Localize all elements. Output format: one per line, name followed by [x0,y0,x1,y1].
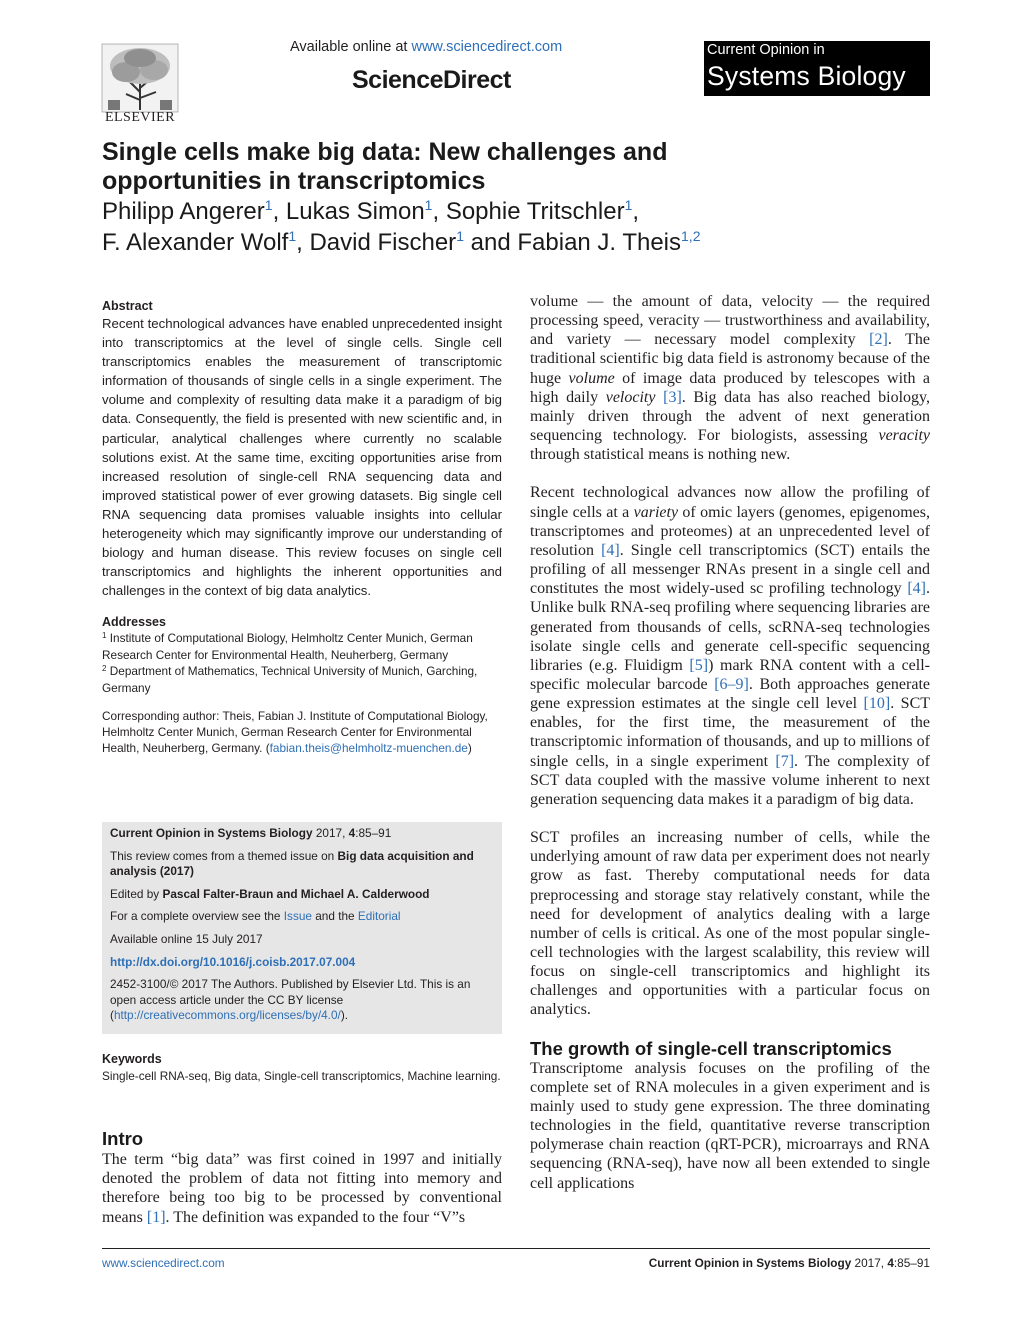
abstract-heading: Abstract [102,299,153,313]
footer-citation [649,1256,930,1270]
author-separator: , [632,198,640,225]
editors-prefix: Edited by [110,886,163,901]
body-text: . Both approaches generate gene expression estimates at the single cell level [530,675,930,713]
body-paragraph [530,483,930,809]
corresponding-author [102,708,502,756]
body-text: . The traditional scientific big data field is astronomy because of the huge [530,331,930,387]
footer-pages: :85–91 [893,1256,930,1270]
address-number: 2 [102,664,107,674]
ref-link[interactable]: [4] [907,580,926,598]
keywords-heading: Keywords [102,1052,162,1066]
emphasis-text: volume [568,369,615,387]
author-affiliation[interactable]: 1,2 [681,228,701,244]
sciencedirect-brand: ScienceDirect [352,66,511,94]
overview-mid: and the [311,909,358,924]
license-end: ). [340,1008,349,1023]
address-text: Department of Mathematics, Technical University of Munich, Garching, Germany [102,664,478,695]
body-text: volume — the amount of data, velocity — the required processing speed, veracity — trustworthiness and availability, and variety — necessary model complexity [530,293,930,349]
corresponding-end: ) [467,741,472,756]
citation-journal: Current Opinion in Systems Biology [110,826,313,840]
email-link[interactable]: fabian.theis@helmholtz-muenchen.de [269,741,468,756]
editorial-link[interactable]: Editorial [357,909,401,924]
author-affiliation[interactable]: 1 [288,228,297,244]
emphasis-text: variety [633,503,679,521]
citation-pages: :85–91 [355,826,392,840]
article-info-box [102,822,502,1034]
body-text: . Single cell transcriptomics (SCT) entails the profiling of all messenger RNAs present in a single cell and constitutes the most widely-used sc profiling technology [530,541,931,598]
citation-volume: 4 [348,826,356,840]
body-text: . Unlike bulk RNA-seq profiling where sequencing libraries are generated from thousands of cells, scRNA-seq technologies isolate single cells and generate cell-specific sequencing libraries (e.g. Fluidigm [530,580,930,674]
emphasis-text: velocity [605,388,656,406]
doi-link[interactable]: http://dx.doi.org/10.1016/j.coisb.2017.07.004 [110,954,356,969]
author-separator: , [296,229,310,256]
author-name: Philipp Angerer [102,198,265,225]
publisher-name: ELSEVIER [104,110,176,125]
author-name: Fabian J. Theis [517,229,682,256]
author-separator: , [272,198,286,225]
theme-line [102,849,502,880]
emphasis-text: veracity [878,427,930,445]
section-heading: The growth of single-cell transcriptomics [530,1037,892,1059]
abstract-text: Recent technological advances have enabled unprecedented insight into transcriptomics at the level of single cells. Single cell transcriptomics enables the measurement of transcriptomic information of thousands of single cells in a single experiment. The volume and complexity of resulting data make it a paradigm of big data. Consequently, the field is presented with new scientific and, in particular, analytical challenges where currently no scalable solutions exist. At the same time, exciting opportunities arise from increased resolution of single-cell RNA sequencing data and improved statistical power of ever growing datasets. Big single cell RNA sequencing data promises valuable insights into cellular heterogeneity which may significantly improve our understanding of biology and human disease. This review focuses on single cell transcriptomics and highlights the inherent opportunities and challenges in the context of big data analytics. [102,316,502,599]
body-paragraph [530,292,930,464]
ref-link[interactable]: [2] [869,331,888,349]
editors-line [102,887,502,903]
corresponding-text: Corresponding author: Theis, Fabian J. Institute of Computational Biology, Helmholtz Center Munich, German Research Center for Environmental Health, Neuherberg, Germany. ( [102,709,488,756]
theme-prefix: This review comes from a themed issue on [110,848,338,863]
issue-link[interactable]: Issue [283,909,312,924]
elsevier-logo [100,42,180,128]
left-column [102,298,502,756]
theme-title: Big data acquisition and analysis (2017) [110,848,474,879]
body-paragraph: SCT profiles an increasing number of cells, while the underlying amount of raw data per experiment does not nearly grow as fast. Thereby computational needs for data preprocessing and storage stay relatively constant, while the need for development of analytics dealing with a large number of cells is critical. As one of the most popular single-cell technologies with the largest scalability, this review will focus on single-cell transcriptomics and highlight its challenges and opportunities with a particular focus on analytics. [530,829,930,1019]
author-name: David Fischer [309,229,457,256]
footer-year: 2017, [851,1256,888,1270]
author-separator: and [463,229,518,256]
body-text [655,389,663,406]
addresses-heading: Addresses [102,615,166,630]
body-text: through statistical means is nothing new. [530,446,791,464]
ref-link[interactable]: [3] [663,388,682,406]
author-name: Lukas Simon [285,198,425,225]
intro-heading: Intro [102,1128,144,1149]
editors-names: Pascal Falter-Braun and Michael A. Calderwood [162,886,430,901]
author-affiliation[interactable]: 1 [264,197,273,213]
author-affiliation[interactable]: 1 [424,197,433,213]
ref-link[interactable]: [7] [775,752,795,770]
footer-volume: 4 [887,1256,894,1270]
sciencedirect-link[interactable]: www.sciencedirect.com [411,39,563,55]
footer-journal: Current Opinion in Systems Biology [648,1256,852,1270]
author-list [102,196,862,258]
body-text: of image data produced by telescopes with a high daily [530,369,930,406]
footer-divider [102,1248,930,1249]
address-number: 1 [102,631,107,641]
body-text: . SCT enables, for the first time, the measurement of the transcriptomic information of thousands, and up to millions of single cells, in a single experiment [530,695,931,770]
author-affiliation[interactable]: 1 [624,197,633,213]
address-item [102,663,502,696]
ref-link[interactable]: [6–9] [714,675,749,693]
article-title: Single cells make big data: New challenges and opportunities in transcriptomics [102,138,668,195]
intro-text: The term “big data” was first coined in 1997 and initially denoted the problem of data not fitting into memory and therefore being too big to be processed by conventional means [102,1151,502,1226]
available-prefix: Available online at [290,39,412,55]
body-text: ) mark RNA content with a cell-specific molecular barcode [530,656,931,693]
journal-banner [704,41,930,96]
journal-line1: Current Opinion in [707,42,825,58]
author-name: F. Alexander Wolf [102,229,289,256]
license-link[interactable]: http://creativecommons.org/licenses/by/4.0/ [113,1008,341,1023]
body-text: of omic layers (genomes, epigenomes, transcriptomes and proteomes) at an unprecedented level of resolution [530,503,930,559]
body-text: . Big data has also reached biology, mainly driven through the advent of next generation sequencing technology. For biologists, assessing [530,388,931,445]
ref-link[interactable]: [10] [863,695,891,713]
right-column [530,292,930,1193]
ref-link[interactable]: [4] [601,541,620,559]
footer-sciencedirect-link[interactable]: www.sciencedirect.com [102,1256,225,1270]
doi-line [102,955,502,971]
address-item [102,630,502,663]
intro-paragraph [102,1150,502,1227]
author-affiliation[interactable]: 1 [456,228,464,244]
author-separator: , [432,198,446,225]
address-text: Institute of Computational Biology, Helmholtz Center Munich, German Research Center for Environmental Health, Neuherberg, Germany [102,631,473,662]
overview-prefix: For a complete overview see the [110,909,284,924]
ref-link[interactable]: [1] [146,1208,166,1226]
author-name: Sophie Tritschler [445,198,625,225]
license-line [102,977,502,1024]
overview-line [102,909,502,925]
body-paragraph: Transcriptome analysis focuses on the profiling of the complete set of RNA molecules in a given experiment and is mainly used to study gene expression. The three dominating technologies in the field, quantitative reverse transcription polymerase chain reaction (qRT-PCR), microarrays and RNA sequencing (RNA-seq), have now all been extended to single cell applications [530,1059,930,1192]
license-text: 2452-3100/© 2017 The Authors. Published by Elsevier Ltd. This is an open access article under the CC BY license ( [110,977,471,1023]
ref-link[interactable]: [5] [689,656,709,674]
body-text: . The complexity of SCT data coupled with the massive volume inherent to next generation sequencing data makes it a paradigm of big data. [530,752,930,808]
body-text: Recent technological advances now allow the profiling of single cells at a [530,484,930,521]
citation-line [102,822,502,842]
available-online [290,39,562,55]
journal-line2: Systems Biology [707,61,906,91]
available-date: Available online 15 July 2017 [110,931,263,946]
citation-year: 2017, [312,826,349,840]
keywords-text: Single-cell RNA-seq, Big data, Single-cell transcriptomics, Machine learning. [102,1069,501,1083]
intro-text: . The definition was expanded to the four “V”s [165,1208,466,1226]
